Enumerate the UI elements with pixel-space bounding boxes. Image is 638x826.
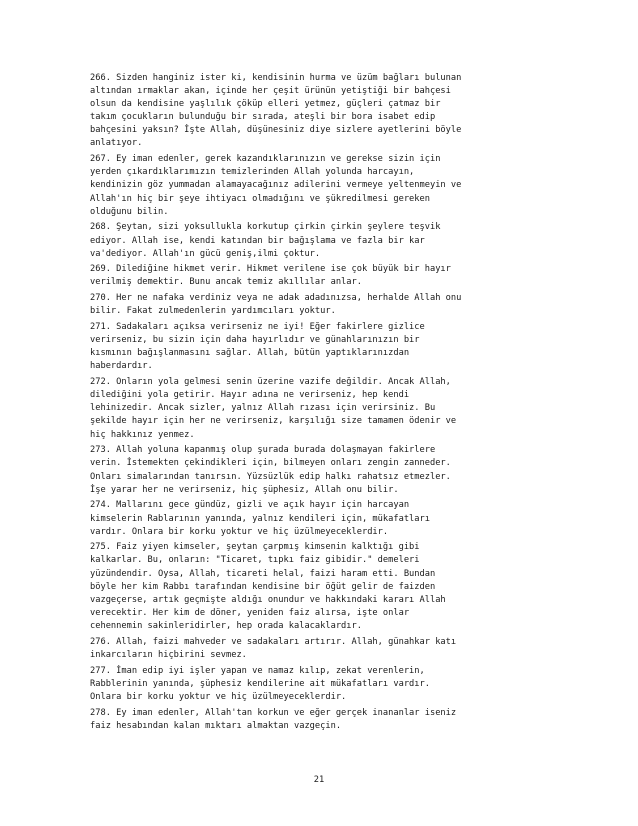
verse-267: 267. Ey iman edenler, gerek kazandıklarınızın ve gerekse sizin için yerden çıkardıklarımızın temizlerinden Allah yolunda harcayın, kendinizin göz yummadan alamayacağınız adilerini vermeye yeltenmeyin ve Allah'ın hiç bir şeye ihtiyacı olmadığını ve şükredilmesi gereken olduğunu bilin. <box>90 154 462 217</box>
verse-list <box>90 72 568 735</box>
verse-273: 273. Allah yoluna kapanmış olup şurada burada dolaşmayan fakirlere verin. İstemekten çekindikleri için, bilmeyen onları zengin zanneder. Onları simalarından tanırsın. Yüzsüzlük edip halkı rahatsız etmezler. İşe yarar her ne verirseniz, hiç şüphesiz, Allah onu bilir. <box>90 445 451 495</box>
verse-277: 277. İman edip iyi işler yapan ve namaz kılıp, zekat verenlerin, Rabblerinin yanında, şüphesiz kendilerine ait mükafatları vardır. Onlara bir korku yoktur ve hiç üzülmeyeceklerdir. <box>90 665 430 702</box>
verse-266: 266. Sizden hanginiz ister ki, kendisinin hurma ve üzüm bağları bulunan altından ırmaklar akan, içinde her çeşit ürünün yetiştiği bir bahçesi olsun da kendisine yaşlılık çöküp elleri yetmez, güçleri çatmaz bir takım çocukların bulunduğu bir sırada, ateşli bir bora isabet edip bahçesini yaksın? İşte Allah, düşünesiniz diye sizlere ayetlerini böyle anlatıyor. <box>90 73 462 149</box>
verse-268: 268. Şeytan, sizi yoksullukla korkutup çirkin çirkin şeylere teşvik ediyor. Allah ise, kendi katından bir bağışlama ve fazla bir kar va'dediyor. Allah'ın gücü geniş,ilmi çoktur. <box>90 222 441 259</box>
verse-270: 270. Her ne nafaka verdiniz veya ne adak adadınızsa, herhalde Allah onu bilir. Fakat zulmedenlerin yardımcıları yoktur. <box>90 293 462 317</box>
verse-275: 275. Faiz yiyen kimseler, şeytan çarpmış kimsenin kalktığı gibi kalkarlar. Bu, onların: "Ticaret, tıpkı faiz gibidir." demeleri yüzündendir. Oysa, Allah, ticareti helal, faizi haram etti. Bundan böyle her kim Rabbı tarafından kendisine bir öğüt gelir de faizden vazgeçerse, artık geçmişte aldığı onundur ve hakkındaki kararı Allah verecektir. Her kim de döner, yeniden faiz alırsa, işte onlar cehennemin sakinleridirler, hep orada kalacaklardır. <box>90 542 446 631</box>
verse-272: 272. Onların yola gelmesi senin üzerine vazife değildir. Ancak Allah, dilediğini yola getirir. Hayır adına ne verirseniz, hep kendi lehinizedir. Ancak sizler, yalnız Allah rızası için verirsiniz. Bu şekilde hayır için her ne verirseniz, karşılığı size tamamen ödenir ve hiç hakkınız yenmez. <box>90 377 457 440</box>
verse-269: 269. Dilediğine hikmet verir. Hikmet verilene ise çok büyük bir hayır verilmiş demektir. Bunu ancak temiz akıllılar anlar. <box>90 264 451 288</box>
verse-278: 278. Ey iman edenler, Allah'tan korkun ve eğer gerçek inananlar iseniz faiz hesabından kalan mıktarı almaktan vazgeçin. <box>90 707 457 731</box>
verse-274: 274. Mallarını gece gündüz, gizli ve açık hayır için harcayan kimselerin Rablarının yanında, yalnız kendileri için, mükafatları vardır. Onlara bir korku yoktur ve hiç üzülmeyeceklerdir. <box>90 500 430 537</box>
page-number: 21 <box>313 775 325 785</box>
verse-276: 276. Allah, faizi mahveder ve sadakaları artırır. Allah, günahkar katı inkarcıların hiçbirini sevmez. <box>90 636 457 660</box>
verse-271: 271. Sadakaları açıksa verirseniz ne iyi! Eğer fakirlere gizlice verirseniz, bu sizin için daha hayırlıdır ve günahlarınızın bir kısmının bağışlanmasını sağlar. Allah, bütün yaptıklarınızdan haberdardır. <box>90 322 425 372</box>
